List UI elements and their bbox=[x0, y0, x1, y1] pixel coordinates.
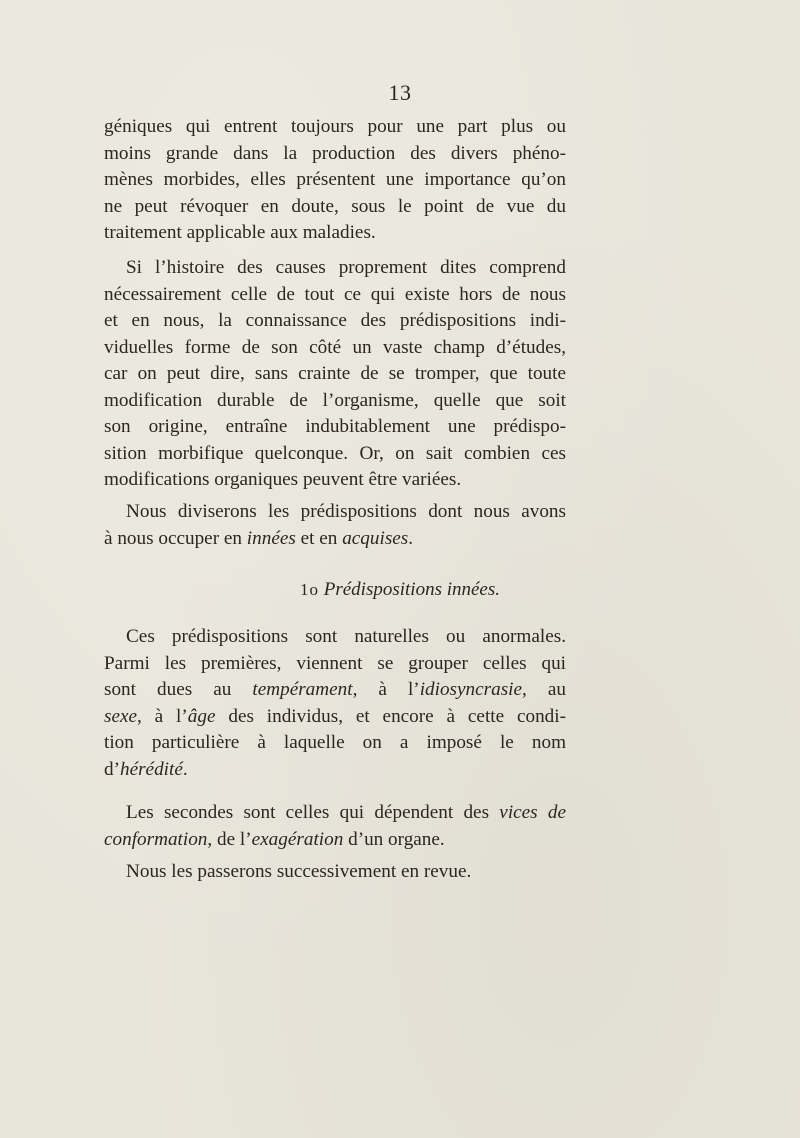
italic-term-temperament: tempérament bbox=[252, 679, 353, 700]
paragraph-5 bbox=[104, 800, 566, 853]
italic-term-idiosyncrasie: idiosyncrasie bbox=[419, 679, 523, 700]
text-line: Si l’histoire des causes proprement dites comprend bbox=[126, 257, 566, 278]
text-line: Parmi les premières, viennent se grouper celles qui bbox=[104, 652, 566, 674]
page-number: 13 bbox=[388, 80, 412, 105]
text-run: . bbox=[408, 527, 414, 549]
text-run: , à l’ bbox=[137, 705, 188, 727]
text-run: Les secondes sont celles qui dépendent des bbox=[126, 802, 500, 823]
text-line bbox=[104, 757, 566, 784]
text-line: modifications organiques peuvent être variées. bbox=[104, 469, 462, 490]
text-run: . bbox=[182, 758, 188, 780]
italic-term-sexe: sexe bbox=[104, 705, 138, 727]
text-line: Nous diviserons les prédispositions dont nous avons bbox=[126, 501, 566, 522]
text-run: sont dues au bbox=[104, 679, 253, 700]
text-line: Nous les passerons successivement en revue. bbox=[126, 861, 472, 882]
text-line: son origine, entraîne indubitablement une prédispo- bbox=[104, 416, 566, 437]
italic-term-vices-de: vices de bbox=[499, 802, 566, 823]
italic-term-age: âge bbox=[187, 705, 216, 727]
paragraph-4 bbox=[104, 624, 566, 783]
italic-term-acquises: acquises bbox=[342, 527, 409, 549]
text-line: mènes morbides, elles présentent une importance qu’on bbox=[104, 169, 566, 190]
section-number: 1o bbox=[299, 580, 319, 599]
paragraph-2 bbox=[104, 255, 566, 494]
text-line bbox=[104, 526, 566, 553]
text-line: viduelles forme de son côté un vaste champ d’études, bbox=[104, 336, 566, 358]
text-line bbox=[104, 704, 566, 731]
text-line: car on peut dire, sans crainte de se tromper, que toute bbox=[104, 363, 566, 384]
text-run: d’un organe. bbox=[343, 828, 445, 850]
text-line: et en nous, la connaissance des prédispositions indi- bbox=[104, 310, 566, 331]
paragraph-3 bbox=[104, 499, 566, 552]
text-line: nécessairement celle de tout ce qui existe hors de nous bbox=[104, 283, 566, 305]
section-heading bbox=[0, 579, 800, 601]
text-line: sition morbifique quelconque. Or, on sait combien ces bbox=[104, 442, 566, 464]
paragraph-1 bbox=[104, 114, 566, 247]
text-line bbox=[104, 800, 566, 827]
text-run: et en bbox=[295, 527, 343, 549]
text-run: , de l’ bbox=[207, 828, 252, 850]
text-line: tion particulière à laquelle on a imposé le nom bbox=[104, 732, 566, 753]
paragraph-6 bbox=[104, 859, 566, 886]
text-line: traitement applicable aux maladies. bbox=[104, 222, 376, 243]
text-line: ne peut révoquer en doute, sous le point de vue du bbox=[104, 195, 566, 217]
section-title: Prédispositions innées. bbox=[323, 579, 501, 600]
italic-term-conformation: conformation bbox=[104, 828, 208, 850]
italic-term-innees: innées bbox=[246, 527, 296, 549]
text-line bbox=[104, 677, 566, 704]
text-run: des individus, et encore à cette condi- bbox=[215, 705, 566, 727]
text-line: moins grande dans la production des divers phéno- bbox=[104, 142, 566, 164]
text-line: géniques qui entrent toujours pour une part plus ou bbox=[104, 116, 566, 137]
text-run: , à l’ bbox=[352, 679, 420, 700]
text-run: à nous occuper en bbox=[104, 527, 247, 549]
text-run: d’ bbox=[104, 758, 120, 780]
text-run: , au bbox=[522, 679, 566, 700]
text-line: modification durable de l’organisme, quelle que soit bbox=[104, 389, 566, 411]
text-line: Ces prédispositions sont naturelles ou anormales. bbox=[126, 626, 566, 647]
italic-term-heredite: hérédité bbox=[119, 758, 183, 780]
italic-term-exageration: exagération bbox=[251, 828, 344, 850]
text-line bbox=[104, 827, 566, 854]
